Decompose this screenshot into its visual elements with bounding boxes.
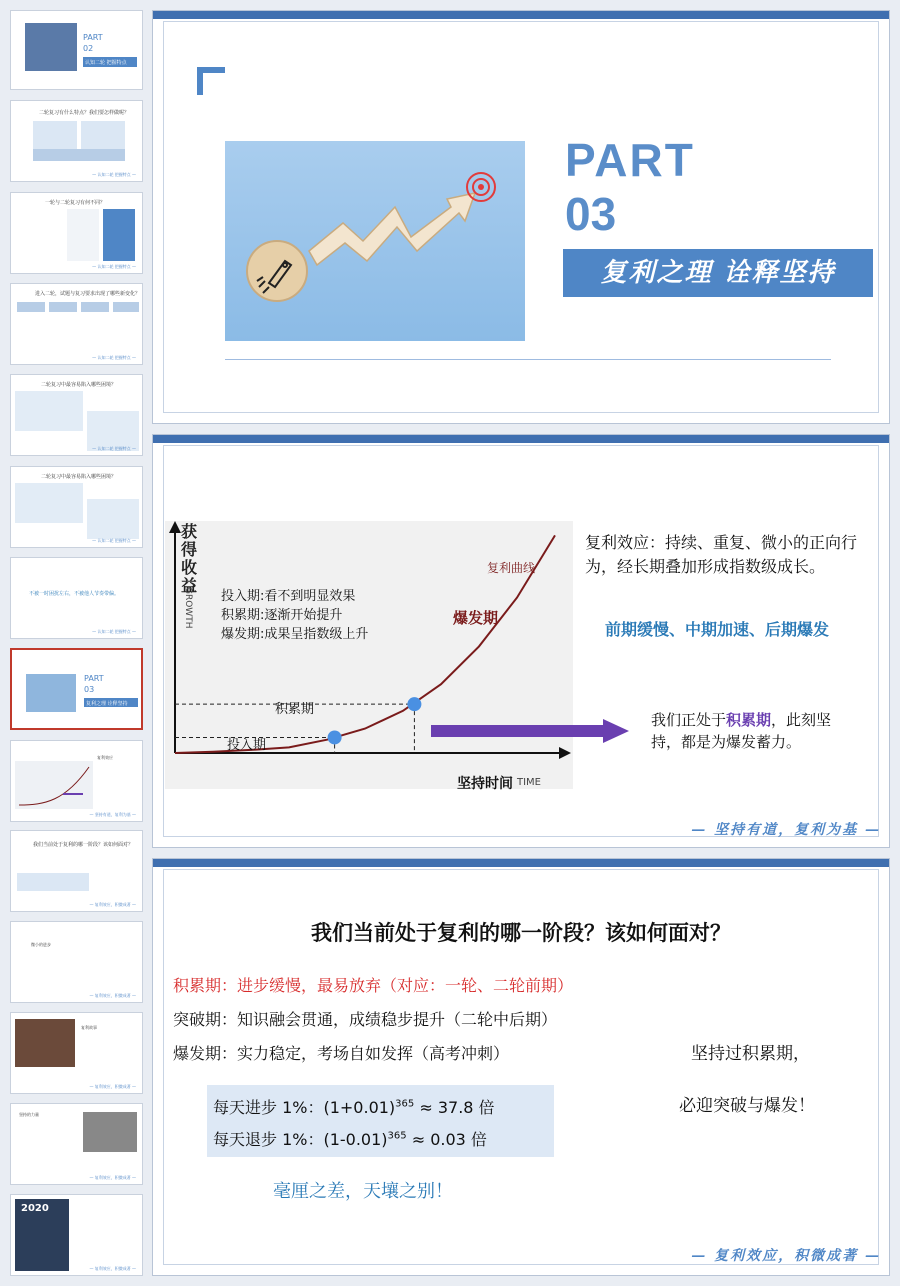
divider-line <box>225 359 831 360</box>
slide-thumbnail-panel <box>0 0 150 1286</box>
legend-line-2: 积累期:逐渐开始提升 <box>221 608 343 623</box>
thumbnail-image <box>15 1019 75 1067</box>
slide-thumbnail-2[interactable]: 二轮复习有什么特点？我们要怎样做呢？ — 认知二轮 把握特点 — <box>10 100 143 182</box>
slide-thumbnail-1[interactable] <box>10 10 143 90</box>
thumbnail-chart <box>15 761 93 809</box>
note-accent: 积累期 <box>726 711 772 729</box>
formula-regress: 每天退步 1%：$(1-0.01)^{365} \approx 0.03$ 倍 <box>213 1130 487 1149</box>
phase-point-2 <box>407 697 421 711</box>
slide-title: 我们当前处于复利的哪一阶段？该如何面对？ <box>311 921 731 945</box>
part-number: 03 <box>565 188 617 240</box>
subtitle-text: 复利之理 诠释坚持 <box>600 258 836 288</box>
slide-footer: — 复利效应，积微成著 — <box>691 1248 881 1264</box>
stage-line-burst: 爆发期：实力稳定，考场自如发挥（高考冲刺） <box>173 1044 510 1063</box>
subtitle-banner <box>563 249 873 297</box>
slide-thumbnail-5[interactable]: 二轮复习中最容易陷入哪些困境？ — 认知二轮 把握特点 — <box>10 374 143 456</box>
thumbnail-title: 不被一时困扰左右，不被他人节奏带偏。 <box>29 591 120 597</box>
thumbnail-image <box>83 1112 137 1152</box>
compound-description: 复利效应：持续、重复、微小的正向行为，经长期叠加形成指数级成长。 <box>585 533 858 576</box>
slide-thumbnail-7[interactable]: 不被一时困扰左右，不被他人节奏带偏。 — 认知二轮 把握特点 — <box>10 557 143 639</box>
chart-legend <box>221 587 368 644</box>
thumbnail-part-label: PART <box>83 33 103 42</box>
slide-thumbnail-3[interactable]: 一轮与二轮复习有何不同？ — 认知二轮 把握特点 — <box>10 192 143 274</box>
thumbnail-title: 二轮复习中最容易陷入哪些困境？ <box>41 474 117 480</box>
note-suffix: ，此刻坚持，都是为爆发蓄力。 <box>651 711 832 751</box>
y-axis-arrowhead <box>169 521 181 533</box>
chart-xlabel: 坚持时间 <box>457 776 513 792</box>
thumbnail-title: 一轮与二轮复习有何不同？ <box>45 200 106 206</box>
slogan: 毫厘之差，天壤之别！ <box>273 1181 453 1202</box>
note-prefix: 我们正处于 <box>651 711 727 729</box>
thumbnail-title: 复利故事 <box>81 1025 97 1030</box>
slide-thumbnail-4[interactable]: 进入二轮，试题与复习要求出现了哪些新变化？ — 认知二轮 把握特点 — <box>10 283 143 365</box>
legend-line-1: 投入期:看不到明显效果 <box>221 589 356 604</box>
slide-thumbnail-14[interactable]: 2020 — 复利效应，积微成著 — <box>10 1194 143 1276</box>
thumbnail-title: 复利效应 <box>97 755 113 760</box>
phase-label-burst: 爆发期 <box>453 609 499 627</box>
slide-thumbnail-8-active[interactable] <box>10 648 143 730</box>
thumbnail-title: 2020 <box>21 1203 49 1214</box>
thumbnail-part-label: PART <box>84 674 104 683</box>
stage-line-accumulate: 积累期：进步缓慢，最易放弃（对应：一轮、二轮前期） <box>173 976 574 995</box>
thumbnail-image <box>26 674 76 712</box>
thumbnail-subtitle: 复利之理 诠释坚持 <box>86 701 128 707</box>
thumbnail-part-num: 03 <box>84 685 95 694</box>
x-axis-arrowhead <box>559 747 571 759</box>
legend-line-3: 爆发期:成果呈指数级上升 <box>221 627 369 642</box>
stage-line-breakthrough: 突破期：知识融会贯通，成绩稳步提升（二轮中后期） <box>173 1010 558 1029</box>
slide-thumbnail-12[interactable]: 复利故事 — 复利效应，积微成著 — <box>10 1012 143 1094</box>
encourage-line-1: 坚持过积累期， <box>691 1044 810 1064</box>
slide-thumbnail-13[interactable]: 坚持的力量 — 复利效应，积微成著 — <box>10 1103 143 1185</box>
chart-ylabel: 获得收益 <box>181 522 198 595</box>
formula-progress: 每天进步 1%：$(1+0.01)^{365} \approx 37.8$ 倍 <box>213 1098 495 1117</box>
thumbnail-part-num: 02 <box>83 44 94 53</box>
formula-box <box>207 1085 554 1157</box>
phase-point-1 <box>328 730 342 744</box>
thumbnail-title: 我们当前处于复利的哪一阶段？该如何面对？ <box>33 842 134 848</box>
compound-highlight: 前期缓慢、中期加速、后期爆发 <box>605 620 830 639</box>
thumbnail-title: 二轮复习有什么特点？我们要怎样做呢？ <box>39 110 130 116</box>
current-phase-note <box>651 709 861 753</box>
chart-xlabel-en: TIME <box>517 777 542 788</box>
thumbnail-title: 二轮复习中最容易陷入哪些困境？ <box>41 382 117 388</box>
encourage-line-2: 必迎突破与爆发！ <box>679 1096 815 1116</box>
chart-title: 复利曲线 <box>487 561 536 575</box>
part-label: PART <box>565 134 695 186</box>
slide-thumbnail-9[interactable]: 复利效应 — 坚持有道，复利为基 — <box>10 740 143 822</box>
slide-thumbnail-6[interactable]: 二轮复习中最容易陷入哪些困境？ — 认知二轮 把握特点 — <box>10 466 143 548</box>
growth-arrow-image <box>225 141 525 341</box>
phase-arrow <box>431 719 631 743</box>
thumbnail-title: 坚持的力量 <box>19 1112 39 1117</box>
slide-part-03 <box>152 10 890 424</box>
thumbnail-image <box>25 23 77 71</box>
slide-footer: — 坚持有道，复利为基 — <box>691 822 881 838</box>
thumbnail-subtitle: 认知二轮 把握特点 <box>85 60 127 66</box>
thumbnail-title: 进入二轮，试题与复习要求出现了哪些新变化？ <box>35 291 141 297</box>
chart-ylabel-en: GROWTH <box>183 587 193 629</box>
phase-label-accumulate: 积累期 <box>275 702 315 717</box>
slide-compound-effect <box>152 434 890 848</box>
phase-label-invest: 投入期 <box>227 738 267 753</box>
slide-thumbnail-11[interactable]: 微小的进步 — 复利效应，积微成著 — <box>10 921 143 1003</box>
slide-thumbnail-10[interactable]: 我们当前处于复利的哪一阶段？该如何面对？ — 复利效应，积微成著 — <box>10 830 143 912</box>
slide-current-stage <box>152 858 890 1276</box>
thumbnail-title: 微小的进步 <box>31 942 51 947</box>
